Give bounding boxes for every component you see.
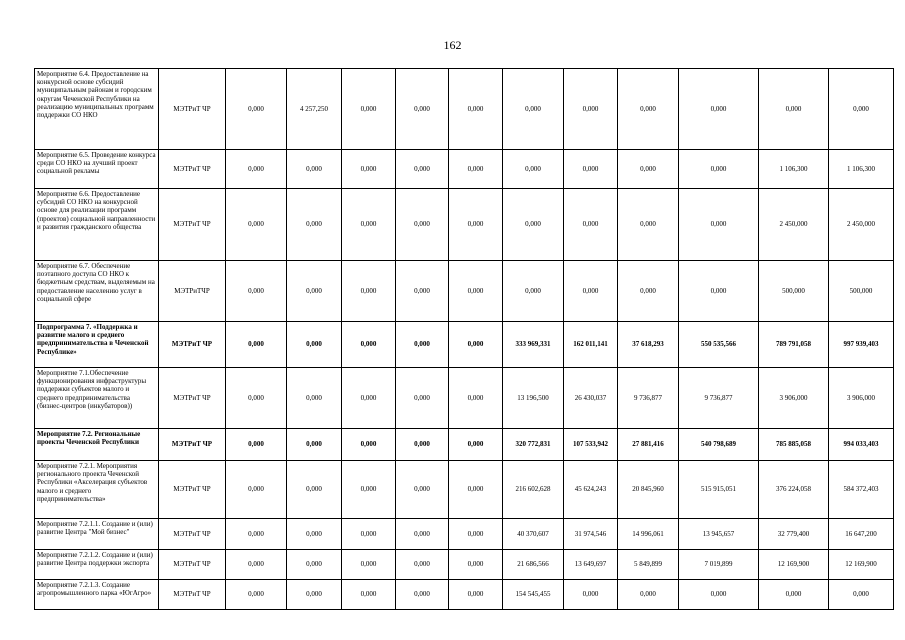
value-cell: 162 011,141 [564, 322, 618, 368]
value-cell: 0,000 [342, 368, 396, 429]
table-row [35, 189, 894, 261]
value-cell: 13 945,657 [679, 519, 759, 550]
table-row [35, 550, 894, 580]
value-cell: 40 370,607 [503, 519, 564, 550]
value-cell: 0,000 [618, 69, 679, 150]
value-cell: 0,000 [396, 322, 449, 368]
value-cell: 27 881,416 [618, 429, 679, 461]
value-cell: 0,000 [226, 580, 287, 610]
value-cell: 0,000 [503, 150, 564, 189]
value-cell: 0,000 [396, 580, 449, 610]
activity-name: Мероприятие 7.2.1.2. Создание и (или) развитие Центра поддержки экспорта [35, 550, 159, 580]
value-cell: 32 779,400 [759, 519, 829, 550]
executor-cell: МЭТРиТЧР [159, 261, 226, 322]
value-cell: 0,000 [226, 550, 287, 580]
value-cell: 0,000 [564, 69, 618, 150]
value-cell: 37 618,293 [618, 322, 679, 368]
value-cell: 0,000 [449, 550, 503, 580]
value-cell: 14 996,061 [618, 519, 679, 550]
value-cell: 154 545,455 [503, 580, 564, 610]
value-cell: 0,000 [342, 550, 396, 580]
value-cell: 515 915,051 [679, 461, 759, 519]
value-cell: 0,000 [396, 189, 449, 261]
value-cell: 0,000 [287, 189, 342, 261]
value-cell: 0,000 [449, 189, 503, 261]
value-cell: 0,000 [342, 150, 396, 189]
value-cell: 0,000 [503, 69, 564, 150]
value-cell: 0,000 [342, 429, 396, 461]
value-cell: 0,000 [449, 519, 503, 550]
executor-cell: МЭТРиТ ЧР [159, 461, 226, 519]
value-cell: 584 372,403 [829, 461, 894, 519]
value-cell: 0,000 [449, 322, 503, 368]
value-cell: 0,000 [287, 150, 342, 189]
table-row [35, 519, 894, 550]
activity-name: Мероприятие 6.6. Предоставление субсидий СО НКО на конкурсной основе для реализации программ (проектов) социальной направленности и развития гражданского общества [35, 189, 159, 261]
value-cell: 1 106,300 [759, 150, 829, 189]
value-cell: 0,000 [618, 189, 679, 261]
table-row [35, 261, 894, 322]
table-row-subprogram [35, 322, 894, 368]
value-cell: 0,000 [759, 580, 829, 610]
value-cell: 0,000 [342, 261, 396, 322]
budget-table-body [35, 69, 894, 610]
value-cell: 0,000 [342, 580, 396, 610]
value-cell: 0,000 [287, 461, 342, 519]
value-cell: 0,000 [287, 550, 342, 580]
value-cell: 0,000 [449, 429, 503, 461]
value-cell: 12 169,900 [829, 550, 894, 580]
executor-cell: МЭТРиТ ЧР [159, 189, 226, 261]
value-cell: 0,000 [287, 429, 342, 461]
value-cell: 0,000 [396, 368, 449, 429]
value-cell: 2 450,000 [829, 189, 894, 261]
value-cell: 0,000 [449, 150, 503, 189]
value-cell: 0,000 [226, 429, 287, 461]
value-cell: 0,000 [342, 322, 396, 368]
value-cell: 12 169,900 [759, 550, 829, 580]
value-cell: 0,000 [449, 69, 503, 150]
value-cell: 0,000 [396, 150, 449, 189]
value-cell: 0,000 [564, 580, 618, 610]
executor-cell: МЭТРиТ ЧР [159, 150, 226, 189]
value-cell: 7 019,899 [679, 550, 759, 580]
value-cell: 1 106,300 [829, 150, 894, 189]
value-cell: 16 647,200 [829, 519, 894, 550]
value-cell: 0,000 [342, 189, 396, 261]
executor-cell: МЭТРиТ ЧР [159, 368, 226, 429]
value-cell: 5 849,899 [618, 550, 679, 580]
value-cell: 500,000 [759, 261, 829, 322]
value-cell: 0,000 [396, 461, 449, 519]
value-cell: 9 736,877 [679, 368, 759, 429]
value-cell: 26 430,037 [564, 368, 618, 429]
value-cell: 107 533,942 [564, 429, 618, 461]
value-cell: 0,000 [679, 69, 759, 150]
value-cell: 0,000 [287, 322, 342, 368]
value-cell: 320 772,831 [503, 429, 564, 461]
executor-cell: МЭТРиТ ЧР [159, 429, 226, 461]
table-row [35, 580, 894, 610]
value-cell: 500,000 [829, 261, 894, 322]
subprogram-name: Подпрограмма 7. «Поддержка и развитие малого и среднего предпринимательства в Чеченской Республике» [35, 322, 159, 368]
value-cell: 0,000 [396, 519, 449, 550]
value-cell: 0,000 [226, 519, 287, 550]
value-cell: 0,000 [396, 261, 449, 322]
executor-cell: МЭТРиТ ЧР [159, 322, 226, 368]
executor-cell: МЭТРиТ ЧР [159, 519, 226, 550]
value-cell: 0,000 [287, 580, 342, 610]
value-cell: 20 845,960 [618, 461, 679, 519]
subprogram-name: Мероприятие 7.2. Региональные проекты Чеченской Республики [35, 429, 159, 461]
value-cell: 0,000 [449, 261, 503, 322]
activity-name: Мероприятие 7.1.Обеспечение функционирования инфраструктуры поддержки субъектов малого и среднего предпринимательства (бизнес-центров (инкубаторов)) [35, 368, 159, 429]
value-cell: 0,000 [618, 261, 679, 322]
page-number: 162 [443, 38, 462, 52]
value-cell: 0,000 [503, 261, 564, 322]
table-row [35, 150, 894, 189]
value-cell: 4 257,250 [287, 69, 342, 150]
activity-name: Мероприятие 6.7. Обеспечение поэтапного доступа СО НКО к бюджетным средствам, выделяемым на предоставление населению услуг в социальной сфере [35, 261, 159, 322]
value-cell: 550 535,566 [679, 322, 759, 368]
value-cell: 0,000 [564, 150, 618, 189]
value-cell: 3 906,000 [759, 368, 829, 429]
value-cell: 333 969,331 [503, 322, 564, 368]
executor-cell: МЭТРиТ ЧР [159, 580, 226, 610]
value-cell: 0,000 [503, 189, 564, 261]
value-cell: 0,000 [829, 580, 894, 610]
value-cell: 0,000 [396, 550, 449, 580]
value-cell: 45 624,243 [564, 461, 618, 519]
value-cell: 0,000 [564, 261, 618, 322]
value-cell: 0,000 [226, 261, 287, 322]
value-cell: 0,000 [226, 461, 287, 519]
table-row [35, 461, 894, 519]
value-cell: 994 033,403 [829, 429, 894, 461]
value-cell: 0,000 [287, 261, 342, 322]
activity-name: Мероприятие 7.2.1. Мероприятия регионального проекта Чеченской Республики «Акселерация субъектов малого и среднего предпринимательства» [35, 461, 159, 519]
value-cell: 9 736,877 [618, 368, 679, 429]
value-cell: 0,000 [759, 69, 829, 150]
value-cell: 0,000 [829, 69, 894, 150]
value-cell: 376 224,058 [759, 461, 829, 519]
activity-name: Мероприятие 6.4. Предоставление на конкурсной основе субсидий муниципальным районам и городским округам Чеченской Республики на реализацию муниципальных программ поддержки СО НКО [35, 69, 159, 150]
value-cell: 0,000 [342, 69, 396, 150]
value-cell: 0,000 [226, 368, 287, 429]
value-cell: 0,000 [449, 368, 503, 429]
activity-name: Мероприятие 7.2.1.3. Создание агропромышленного парка «ЮгАгро» [35, 580, 159, 610]
budget-table [34, 68, 894, 610]
value-cell: 0,000 [287, 368, 342, 429]
value-cell: 216 602,628 [503, 461, 564, 519]
value-cell: 540 798,689 [679, 429, 759, 461]
executor-cell: МЭТРиТ ЧР [159, 550, 226, 580]
value-cell: 0,000 [679, 150, 759, 189]
value-cell: 0,000 [287, 519, 342, 550]
value-cell: 0,000 [342, 519, 396, 550]
value-cell: 0,000 [449, 461, 503, 519]
value-cell: 997 939,403 [829, 322, 894, 368]
value-cell: 0,000 [449, 580, 503, 610]
value-cell: 0,000 [618, 580, 679, 610]
value-cell: 31 974,546 [564, 519, 618, 550]
activity-name: Мероприятие 6.5. Проведение конкурса среди СО НКО на лучший проект социальной рекламы [35, 150, 159, 189]
value-cell: 0,000 [618, 150, 679, 189]
executor-cell: МЭТРиТ ЧР [159, 69, 226, 150]
activity-name: Мероприятие 7.2.1.1. Создание и (или) развитие Центра "Мой бизнес" [35, 519, 159, 550]
value-cell: 13 649,697 [564, 550, 618, 580]
value-cell: 0,000 [679, 189, 759, 261]
value-cell: 0,000 [396, 69, 449, 150]
value-cell: 0,000 [396, 429, 449, 461]
value-cell: 0,000 [564, 189, 618, 261]
value-cell: 0,000 [226, 189, 287, 261]
value-cell: 785 885,058 [759, 429, 829, 461]
value-cell: 0,000 [342, 461, 396, 519]
value-cell: 0,000 [226, 69, 287, 150]
value-cell: 2 450,000 [759, 189, 829, 261]
value-cell: 789 791,058 [759, 322, 829, 368]
value-cell: 3 906,000 [829, 368, 894, 429]
value-cell: 0,000 [679, 261, 759, 322]
table-row [35, 69, 894, 150]
value-cell: 13 196,500 [503, 368, 564, 429]
value-cell: 0,000 [226, 150, 287, 189]
value-cell: 0,000 [226, 322, 287, 368]
value-cell: 21 686,566 [503, 550, 564, 580]
table-row-subprogram [35, 429, 894, 461]
value-cell: 0,000 [679, 580, 759, 610]
table-row [35, 368, 894, 429]
